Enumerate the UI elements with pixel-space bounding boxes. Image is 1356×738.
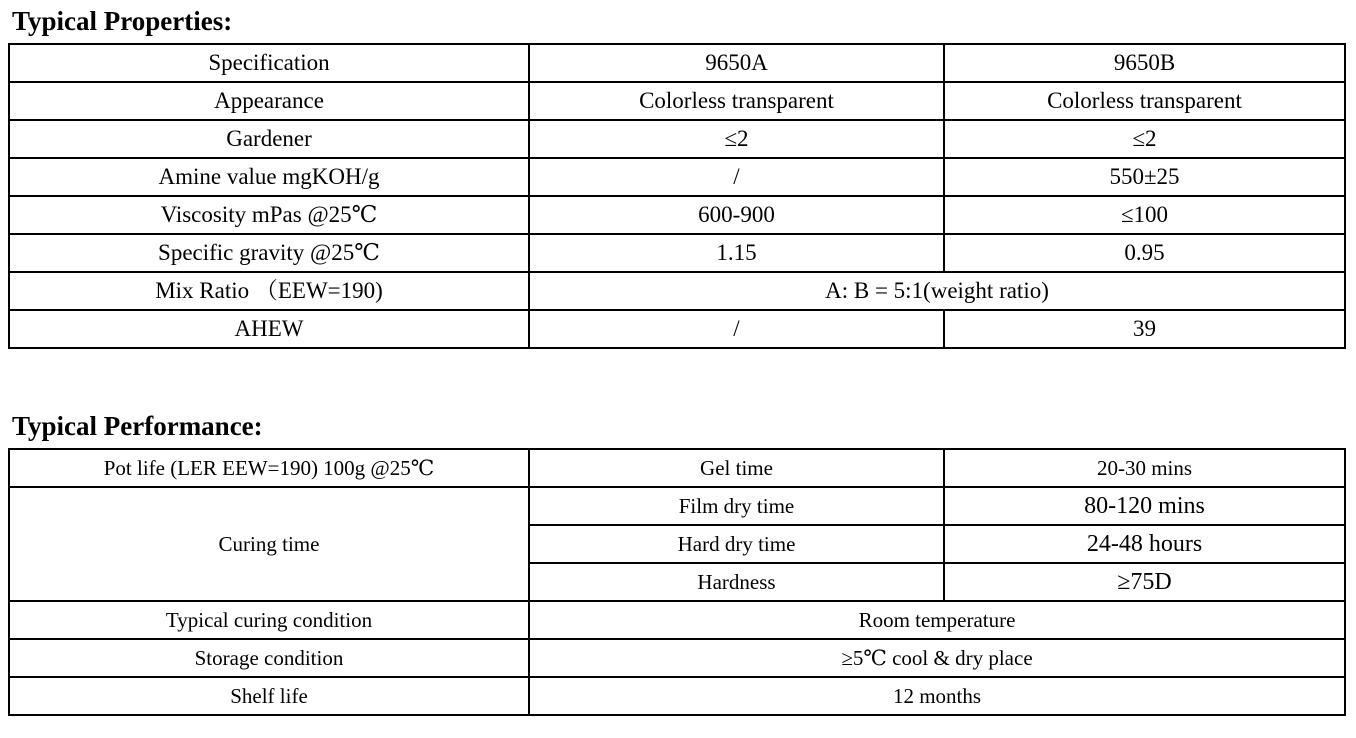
value-9650a: / xyxy=(529,158,944,196)
value-9650b: ≤2 xyxy=(944,120,1345,158)
curing-time-label: Curing time xyxy=(9,487,529,601)
table-row-ahew xyxy=(9,310,1345,348)
value-9650b: ≤100 xyxy=(944,196,1345,234)
typical-performance-title: Typical Performance: xyxy=(12,411,263,441)
hardness-value: ≥75D xyxy=(944,563,1345,601)
column-9650a-header: 9650A xyxy=(529,44,944,82)
shelf-life-value: 12 months xyxy=(529,677,1345,715)
gel-time-value: 20-30 mins xyxy=(944,449,1345,487)
curing-condition-label: Typical curing condition xyxy=(9,601,529,639)
table-row-pot-life xyxy=(9,449,1345,487)
pot-life-label: Pot life (LER EEW=190) 100g @25℃ xyxy=(9,449,529,487)
row-label: Viscosity mPas @25℃ xyxy=(9,196,529,234)
row-label: Gardener xyxy=(9,120,529,158)
mix-ratio-value: A: B = 5:1(weight ratio) xyxy=(529,272,1345,310)
performance-table xyxy=(8,448,1346,716)
value-9650a: 600-900 xyxy=(529,196,944,234)
storage-condition-value: ≥5℃ cool & dry place xyxy=(529,639,1345,677)
value-9650a: Colorless transparent xyxy=(529,82,944,120)
hard-dry-time-value: 24-48 hours xyxy=(944,525,1345,563)
row-label: Appearance xyxy=(9,82,529,120)
row-label: Specific gravity @25℃ xyxy=(9,234,529,272)
specification-label: Specification xyxy=(9,44,529,82)
table-row-curing-condition xyxy=(9,601,1345,639)
value-9650a: ≤2 xyxy=(529,120,944,158)
value-9650b: 0.95 xyxy=(944,234,1345,272)
table-row-curing xyxy=(9,487,1345,525)
value-9650a: 1.15 xyxy=(529,234,944,272)
film-dry-time-value: 80-120 mins xyxy=(944,487,1345,525)
value-9650b: 550±25 xyxy=(944,158,1345,196)
curing-condition-value: Room temperature xyxy=(529,601,1345,639)
ahew-9650a: / xyxy=(529,310,944,348)
table-row-header xyxy=(9,44,1345,82)
table-row xyxy=(9,196,1345,234)
table-row xyxy=(9,120,1345,158)
ahew-label: AHEW xyxy=(9,310,529,348)
table-row-storage xyxy=(9,639,1345,677)
value-9650b: Colorless transparent xyxy=(944,82,1345,120)
table-row xyxy=(9,82,1345,120)
storage-condition-label: Storage condition xyxy=(9,639,529,677)
properties-table xyxy=(8,43,1346,349)
table-row xyxy=(9,234,1345,272)
row-label: Amine value mgKOH/g xyxy=(9,158,529,196)
hardness-label: Hardness xyxy=(529,563,944,601)
typical-properties-title: Typical Properties: xyxy=(12,6,233,36)
ahew-9650b: 39 xyxy=(944,310,1345,348)
table-row xyxy=(9,158,1345,196)
column-9650b-header: 9650B xyxy=(944,44,1345,82)
film-dry-time-label: Film dry time xyxy=(529,487,944,525)
hard-dry-time-label: Hard dry time xyxy=(529,525,944,563)
gel-time-label: Gel time xyxy=(529,449,944,487)
table-row-mix-ratio xyxy=(9,272,1345,310)
table-row-shelf-life xyxy=(9,677,1345,715)
shelf-life-label: Shelf life xyxy=(9,677,529,715)
mix-ratio-label: Mix Ratio （EEW=190) xyxy=(9,272,529,310)
